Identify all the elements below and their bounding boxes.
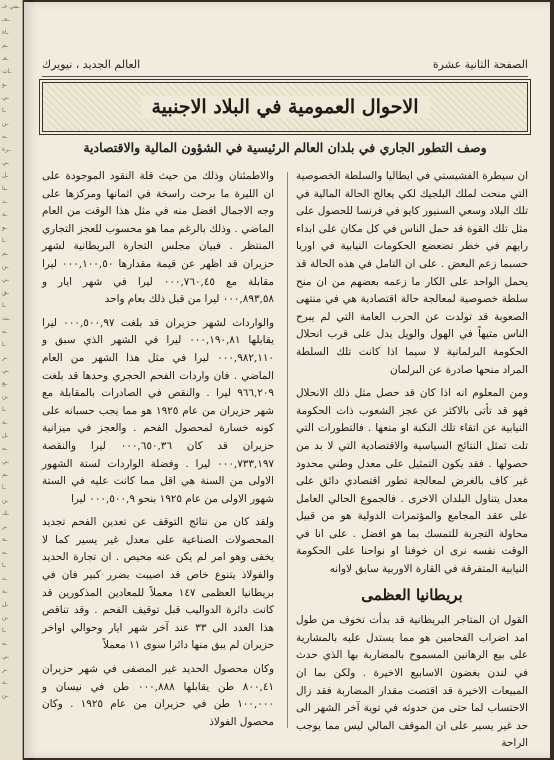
paragraph: ومن المعلوم انه اذا كان قد حصل مثل ذلك الانحلال فهو قد تأتى بالاكثر عن عجز الشعوب ذات الحكومة النيابية عن اتقاء تلك النكبة او منعها . فالتطورات التي تلت تمثل النتائج السياسية والاقتصادية التي لا بد من حصولها . فقد يكون التمثيل على معدل وطني محدود غير كاف بالغرض لمعالجة تطور اقتصادي دائق على معدل يتناول البلدان الاخرى . فالجموع الحالي العامل على عقد المجامع والمؤتمرات الدولية هو من قبيل محاولة التجربة للتمسك بما هو افضل . على انا في الوقت نفسه نرى ان خوفنا او نواحنا على الحكومة النيابية المتفرقة في القارة الاوربية سابق لاوانه (296, 387, 528, 576)
right-column (296, 168, 528, 759)
header-rule (42, 76, 528, 77)
paragraph: ان سيطرة الفشيستي في ايطاليا والسلطة الخصوصية التي منحت لملك البلجيك لكي يعالج الحالة المالية في تلك البلاد وسعي السنيور كايو في فرنسا للحصول على مثل تلك القوة قد حمل الناس في كل مكان على ابداء رايهم في خطر تضعضع الحكومات النيابية في اوربا حسبما زعم البعض . على ان التامل في هذه الحالة قد يحمل الواحد على الكار ما زعمه بعضهم من ان منح سلطة خصوصية لمعالجة حالة اقتصادية هي في منتهى الصعوبة قد تولدت عن الحرب العامة التي لم يبرح الناس متيهاً في الهول والويل يدل على قرب انحلال الحكومة البرلمانية لا سيما اذا كانت تلك السلطة المراد منحها صادرة عن البرلمان (296, 170, 528, 376)
paragraph: القول ان المتاجر البريطانية قد بدأت تخوف من طول امد اضراب الفحامين هو مما يستدل عليه بالمشارية على بيع الرهانين المسموح بالمضاربة بها الذي حدث في لندن بغضون الاسابيع الاخيرة . ولكن بما ان المبيعات الاخيرة قد اقتصت مقدار المضاربة فقد زال الاحتساب لما حتى من حدوثه في توية آخر الشهر الى حد غير يسير على ان الموقف المالي ليس مما يوجب الراحة (296, 614, 528, 750)
paragraph: ولقد كان من نتائج التوقف عن تعدين الفحم تجديد المحصولات الصناعية على معدل غير يسير كما لا يخفى وهو امر لم يكن عنه محيص . ان تجارة الحديد والفولاذ يتنوع خاص قد اصيبت بضرر كبير فان في بريطانيا العظمى ١٤٧ معملاً للمعادين المذكورين قد كانت دائرة الدواليب قبل توقيف الفحم . وقد تناقص هذا العدد الى ٣٣ عند آخر شهر ايار وحوالي اواخر حزيران لم يبق منها دائرا سوى ١١ معملاً (42, 516, 275, 652)
previous-page-edge: ـمي حـ ـحـ ـاء ـم ـعـ ـات ـو ـي ـا ـن ـه ـرة ـي ـل ـنا ـد ـة ـو ـا ـم ـن ـي ـق ـا ـت ـه ـا ـر ـي ـع ـن ـا ـة ـل ـه ـي ـم ـا ـن ـك ـر ـة ـه ـا ـد ـة ـل ـن ـا ـه ـي ـر ـة ـن (0, 0, 23, 760)
paragraph: وكان محصول الحديد غير المصفى في شهر حزيران ٨٠٠,٤١ طن يقابلها ٠٠٠,٨٨٨ طن في نيسان و ١٠٠,٠٠٠ طن في حزيران من عام ١٩٢٥ . وكان محصول الفولاذ (42, 663, 274, 728)
left-column (42, 168, 274, 737)
publication-name: العالم الجديد ، نيويرك (42, 58, 141, 71)
title-box (42, 82, 528, 132)
article-title: الاحوال العمومية في البلاد الاجنبية (141, 96, 428, 118)
section-heading: بريطانيا العظمى (361, 585, 463, 604)
page-header (42, 58, 528, 78)
newspaper-page (24, 2, 550, 758)
paragraph: والاطمئنان وذلك من حيث قلة النقود الموجودة على ان الليرة ما برحت راسخة في اثمانها ومركزها على وجه الاجمال افضل منه في مثل هذا الوقت من العام الماضي . وذلك بالرغم مما هو محسوب للعجز التجاري المنتظر . فبيان مجلس التجارة البريطانية لشهر حزيران قد اظهر عن قيمة مقدارها ٠٠٠,١٠٠,٥٠ ليرا مقابلة مع ٠٠٠,٧٦٠,٤٥ ليرا في شهر ايار و ٠٠٠,٨٩٣,٥٨ ليرا من قبل ذلك بعام واحد (42, 170, 274, 306)
article-subtitle: وصف التطور الجاري في بلدان العالم الرئيسية في الشؤون المالية والاقتصادية (83, 140, 487, 155)
column-divider (287, 172, 288, 728)
paragraph: والواردات لشهر حزيران قد بلغت ٠٠٠,٥٠٠,٩٧ ليرا يقابلها ٠٠٠,١٩٠,٨١ ليرا في الشهر الذي سبق و ٠٠٠,٩٨٢,١١٠ ليرا في مثل هذا الشهر من العام الماضي . فان واردات الفحم الحجري وحدها قد بلغت ٩٦٦,٢٠٩ ليرا . والنقص في الصادرات بالمقابلة مع شهر حزيران من عام ١٩٢٥ هو مما يجب حسبانه على كونه خسارة لمحصول الفحم . والعجز في ميزانية حزيران قد كان ٠٠٠,٦٥٠,٣٦ ليرا والنقصة ٠٠٠,٧٣٣,١٩٧ ليرا . وفضلة الواردات لستة الشهور الاولى من السنة هي اقل مما كانت عليه في الستة شهور الاولى من عام ١٩٢٥ بنحو ٠٠٠,٥٠٠,٩ ليرا (42, 316, 274, 505)
page-number-label: الصفحة الثانية عشرة (432, 58, 528, 71)
